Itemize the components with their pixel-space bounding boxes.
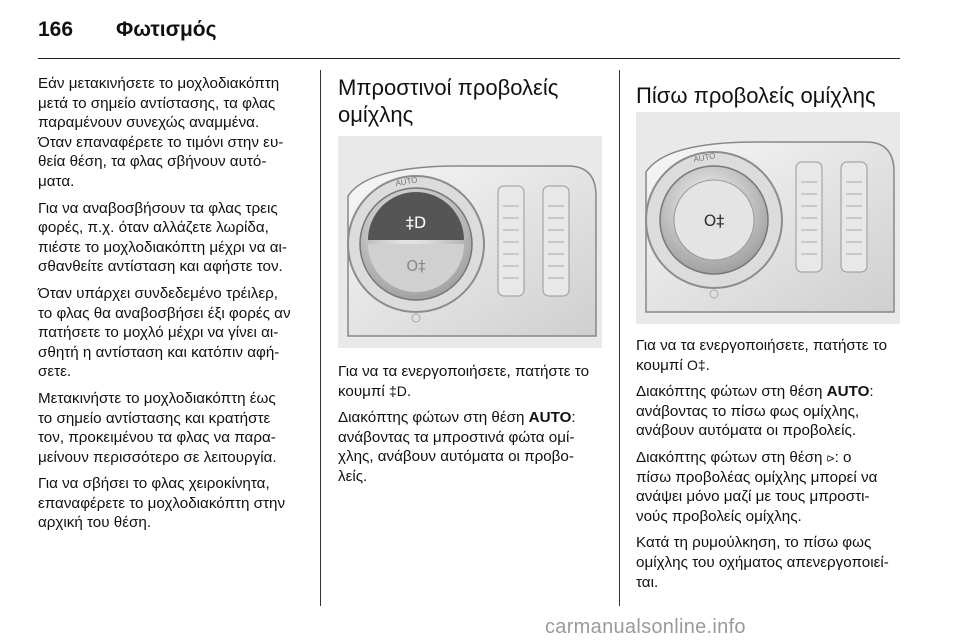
text-fragment: : (571, 409, 576, 427)
text-line: ομίχλης του οχήματος απενεργοποιεί- (636, 553, 889, 571)
text-line: σθητή η αντίσταση και κατόπιν αφή- (38, 343, 280, 361)
paragraph (338, 362, 606, 401)
text-fragment: Διακόπτης φώτων στη θέση (636, 448, 827, 466)
text-line: νούς προβολείς ομίχλης. (636, 507, 802, 525)
paragraph (636, 448, 906, 526)
text-line: το σημείο αντίστασης και κρατήστε (38, 409, 271, 427)
rear-fog-text (636, 336, 906, 599)
text-line: τον, προκειμένου τα φλας να παρα- (38, 429, 276, 447)
text-line: μείνουν περισσότερο σε λειτουργία. (38, 448, 277, 466)
dimmer-wheel-icon (543, 186, 569, 296)
text-line: παραμένουν συνεχώς αναμμένα. (38, 114, 260, 132)
heading-line: Μπροστινοί προβολείς (338, 75, 559, 100)
text-fragment: : ο (834, 448, 852, 466)
page-header (0, 0, 960, 60)
text-fragment: : (869, 383, 874, 401)
rear-fog-icon: O‡ (686, 356, 706, 373)
dimmer-wheel-icon (841, 162, 867, 272)
text-line: Για να τα ενεργοποιήσετε, πατήστε το (338, 363, 590, 380)
text-fragment: κουμπί (338, 382, 389, 400)
rear-fog-heading: Πίσω προβολείς ομίχλης (636, 83, 876, 108)
fog-light-icon: O‡ (406, 257, 426, 275)
text-line (338, 382, 606, 402)
column-3 (636, 74, 906, 591)
text-line: πίσω προβολέας ομίχλης μπορεί να (636, 468, 878, 486)
text-line (636, 448, 906, 468)
text-fragment: . (705, 356, 710, 374)
front-fog-icon: ‡D (388, 382, 407, 399)
text-line: το φλας θα αναβοσβήσει έξι φορές αν (38, 304, 291, 322)
low-beam-icon: ⪧ (826, 448, 835, 465)
paragraph (636, 382, 906, 441)
text-line: Για να σβήσει το φλας χειροκίνητα, (38, 475, 270, 493)
text-line: Όταν επαναφέρετε το τιμόνι στην ευ- (38, 133, 284, 151)
text-fragment: Διακόπτης φώτων στη θέση (338, 409, 529, 427)
paragraph (38, 389, 306, 467)
text-line: ανάβοντας το πίσω φως ομίχλης, (636, 402, 860, 420)
auto-label: AUTO (528, 409, 572, 427)
light-switch-panel-image (338, 136, 602, 348)
text-line: σετε. (38, 363, 72, 381)
fog-light-icon: O‡ (703, 211, 725, 230)
auto-label: AUTO (692, 151, 717, 164)
column-divider (619, 70, 620, 606)
text-line: μετά το σημείο αντίστασης, τα φλας (38, 94, 276, 112)
column-1 (38, 74, 306, 540)
text-line: Όταν υπάρχει συνδεδεμένο τρέιλερ, (38, 284, 278, 302)
front-fog-text (338, 362, 606, 494)
column-divider (320, 70, 321, 606)
text-line: σθανθείτε αντίσταση και αφήστε τον. (38, 258, 283, 276)
text-line (636, 356, 906, 376)
text-line: Μετακινήστε το μοχλοδιακόπτη έως (38, 389, 276, 407)
paragraph (38, 284, 306, 382)
paragraph (38, 199, 306, 277)
text-line: ται. (636, 573, 659, 591)
fog-light-icon: ‡D (405, 213, 427, 232)
paragraph (636, 336, 906, 375)
text-line: Εάν μετακινήσετε το μοχλοδιακόπτη (38, 75, 280, 92)
paragraph (338, 408, 606, 486)
column-2 (338, 74, 606, 485)
text-line: χλης, ανάβουν αυτόματα οι προβο- (338, 448, 574, 466)
text-line: Για να τα ενεργοποιήσετε, πατήστε το (636, 337, 888, 354)
text-fragment: . (406, 382, 412, 400)
text-line: ανάψει μόνο μαζί με τους μπροστι- (636, 488, 870, 506)
text-line: πατήσετε το μοχλό μέχρι να γίνει αι- (38, 324, 279, 342)
text-line: Για να αναβοσβήσουν τα φλας τρεις (38, 199, 278, 217)
page-number: 166 (38, 18, 74, 41)
paragraph (38, 74, 306, 192)
text-line: λείς. (338, 467, 368, 485)
text-line: ματα. (38, 172, 75, 190)
text-fragment: κουμπί (636, 356, 687, 374)
text-line: ανάβουν αυτόματα οι προβολείς. (636, 422, 857, 440)
auto-label: AUTO (394, 175, 419, 188)
text-line: φορές, π.χ. όταν αλλάζετε λωρίδα, (38, 219, 269, 237)
text-line: επαναφέρετε το μοχλοδιακόπτη στην (38, 494, 286, 512)
rear-fog-switch-figure (636, 112, 900, 324)
text-line (338, 408, 606, 428)
text-line: ανάβοντας τα μπροστινά φώτα ομί- (338, 428, 575, 446)
text-fragment: Διακόπτης φώτων στη θέση (636, 383, 827, 401)
heading-line: ομίχλης (338, 102, 414, 127)
watermark[interactable]: carmanualsonline.info (545, 616, 746, 638)
light-switch-panel-image (636, 112, 900, 324)
text-line (636, 382, 906, 402)
text-line: θεία θέση, τα φλας σβήνουν αυτό- (38, 153, 267, 171)
section-title: Φωτισμός (116, 18, 217, 41)
paragraph (636, 533, 906, 592)
text-line: Κατά τη ρυμούλκηση, το πίσω φως (636, 534, 872, 552)
paragraph (38, 474, 306, 533)
header-rule (38, 58, 900, 59)
dimmer-wheel-icon (498, 186, 524, 296)
auto-label: AUTO (826, 383, 870, 401)
text-line: αρχική του θέση. (38, 514, 152, 532)
dimmer-wheel-icon (796, 162, 822, 272)
text-line: πιέστε το μοχλοδιακόπτη μέχρι να αι- (38, 238, 287, 256)
front-fog-heading (338, 74, 606, 128)
front-fog-switch-figure (338, 136, 602, 348)
